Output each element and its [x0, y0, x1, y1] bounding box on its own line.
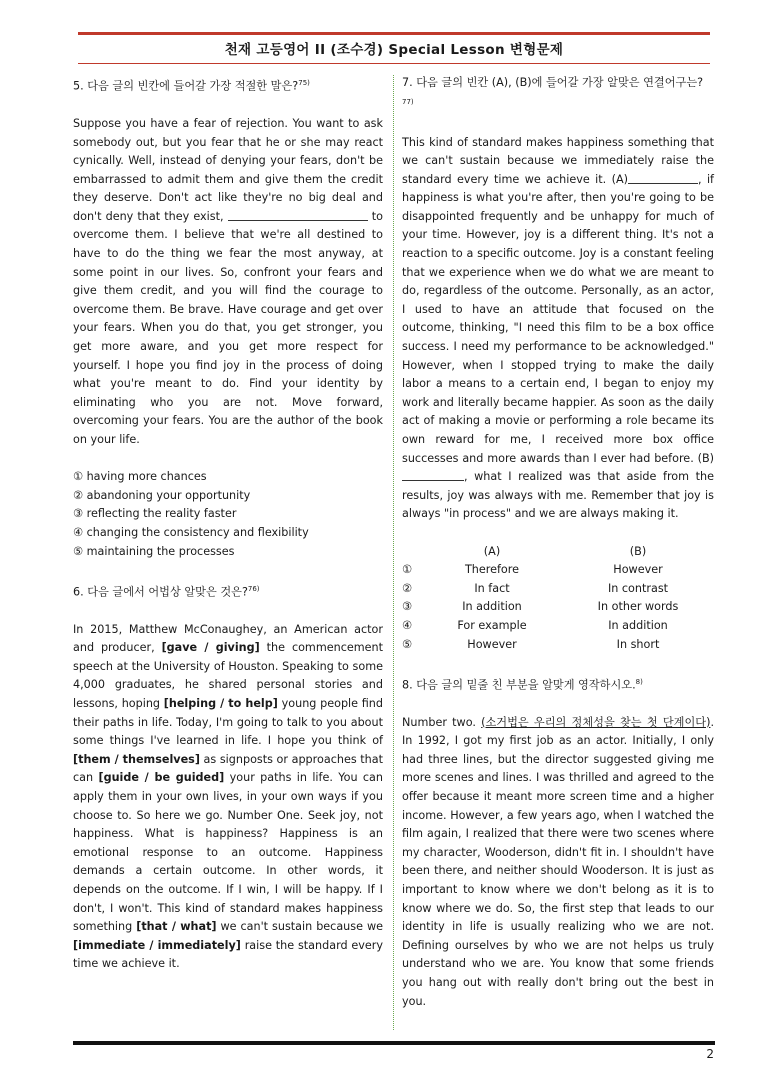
question-8-title: 8. 다음 글의 밑줄 친 부분을 알맞게 영작하시오.$^{8)}$	[402, 677, 643, 692]
grammar-choice: [guide / be guided]	[98, 771, 225, 785]
question-5-title: 5. 다음 글의 빈칸에 들어갈 가장 적절한 말은?$^{75)}$	[73, 79, 310, 93]
header-top-rule	[78, 32, 710, 35]
grammar-choice: [them / themselves]	[73, 752, 200, 766]
question-7-title: 7. 다음 글의 빈칸 (A), (B)에 들어갈 가장 알맞은 연결어구는?$^{77)}$	[402, 76, 704, 106]
blank-b	[402, 468, 464, 481]
option-row: ① Therefore However	[402, 563, 663, 577]
column-divider	[393, 75, 394, 1030]
choice-1: ① having more chances	[73, 470, 207, 484]
option-row: ⑤ However In short	[402, 637, 660, 651]
column-a-header: (A)	[483, 544, 501, 558]
choice-4: ④ changing the consistency and flexibility	[73, 525, 309, 539]
question-6-passage: In 2015, Matthew McConaughey, an American actor and producer, [gave / giving] the commencement speech at the University of Houston. Speaking to some 4,000 graduates, he shared personal stories and lessons, hoping [helping / to help] young people find their paths in life. Today, I'm going to talk to you about some things I've learned in life. I hope you think of [them / themselves] as signposts or approaches that can [guide / be guided] your paths in life. You can apply them in your own lives, in your own ways if you choose to. So here we go. Number One. Seek joy, not happiness. What is happiness? Happiness is an emotional response to an outcome. Happiness demands a certain outcome. In other words, it depends on the outcome. If I win, I will be happy. If I don't, I won't. This kind of standard makes happiness something [that / what] we can't sustain because we [immediate / immediately] raise the standard every time we achieve it.	[73, 622, 383, 971]
question-8-passage: Number two. (소거법은 우리의 정체성을 찾는 첫 단계이다). In 1992, I got my first job as an actor. Initially, I only had three lines, but the director suggested giving me more scenes and lines. I was thrilled and agreed to the offer because it meant more screen time and a higher income. However, a few years ago, when I watched the film again, I realized that there were two scenes where my character, Wooderson, didn't fit in. I shouldn't have been there, and neither should Wooderson. It is just as important to know where we don't belong as it is to know where we do. So, the first step that leads to our identity in life is usually realizing who we are not. Defining ourselves by who we are not helps us truly understand who we are. You know that some friends you hang out with really don't bring out the best in you.	[402, 715, 714, 1008]
answer-blank	[228, 208, 368, 221]
option-row: ④ For example In addition	[402, 618, 668, 632]
option-row: ② In fact In contrast	[402, 581, 669, 595]
question-7-passage: This kind of standard makes happiness something that we can't sustain because we immediately raise the standard every time we achieve it. (A) , if happiness is what you're after, then you're going to be disappointed frequently and be unhappy for much of your time. However, joy is a different thing. It's not a reaction to a specific outcome. Joy is a constant feeling that we experience when we do what we are meant to do, regardless of the outcome. Personally, as an actor, I used to have an attitude that focused on the outcome, thinking, "I need this film to be a box office success. I need my performance to be acknowledged." However, when I stopped trying to make the daily labor a means to a certain end, I began to enjoy my work and literally became happier. As soon as the daily act of making a movie or performing a role became its own reward for me, I received more box office successes and more awards than I ever had before. (B), what I realized was that aside from the results, joy was always with me. Remember that joy is always "in process" and we are always making it.	[402, 135, 714, 521]
right-column	[402, 74, 714, 1011]
blank-a	[628, 171, 698, 184]
choice-5: ⑤ maintaining the processes	[73, 544, 235, 558]
question-6-title: 6. 다음 글에서 어법상 알맞은 것은?$^{76)}$	[73, 584, 260, 599]
question-5-passage: Suppose you have a fear of rejection. You want to ask somebody out, but you fear that he or she may react cynically. Well, instead of denying your fears, don't be embarrassed to admit them and give them the credit they deserve. Don't act like they're no big deal and don't deny that they exist, to overcome them. I believe that we're all destined to have to do the thing we fear the most anyway, at some point in our lives. So, confront your fears and give them credit, and you will find the courage to overcome them. Be brave. Have courage and get over your fears. When you do that, you get stronger, you get more aware, and you get more respect for yourself. I hope you find joy in the process of doing what you're meant to do. Find your identity by eliminating who you are not. Move forward, overcoming your fears. You are the author of the book on your life.	[73, 116, 384, 447]
options-header-row	[402, 543, 714, 562]
footnote-ref: 76)	[247, 584, 260, 593]
left-column	[73, 74, 383, 974]
column-b-header: (B)	[629, 544, 647, 558]
connector-options-table	[402, 543, 714, 655]
page-number: 2	[706, 1047, 714, 1061]
choice-3: ③ reflecting the reality faster	[73, 507, 237, 521]
footnote-ref: 75)	[298, 79, 310, 87]
page-header-title: 천재 고등영어 II (조수경) Special Lesson 변형문제	[224, 42, 564, 58]
footnote-ref: 8)	[635, 677, 643, 686]
underlined-korean-phrase: (소거법은 우리의 정체성을 찾는 첫 단계이다)	[481, 715, 711, 729]
footer-rule	[73, 1041, 715, 1045]
grammar-choice: [gave / giving]	[161, 641, 260, 655]
choice-2: ② abandoning your opportunity	[73, 488, 251, 502]
header-bottom-rule	[78, 63, 710, 64]
option-row: ③ In addition In other words	[402, 600, 679, 614]
grammar-choice: [immediate / immediately]	[73, 938, 241, 952]
grammar-choice: [that / what]	[136, 920, 217, 934]
grammar-choice: [helping / to help]	[163, 697, 278, 711]
footnote-ref: 77)	[402, 97, 414, 106]
